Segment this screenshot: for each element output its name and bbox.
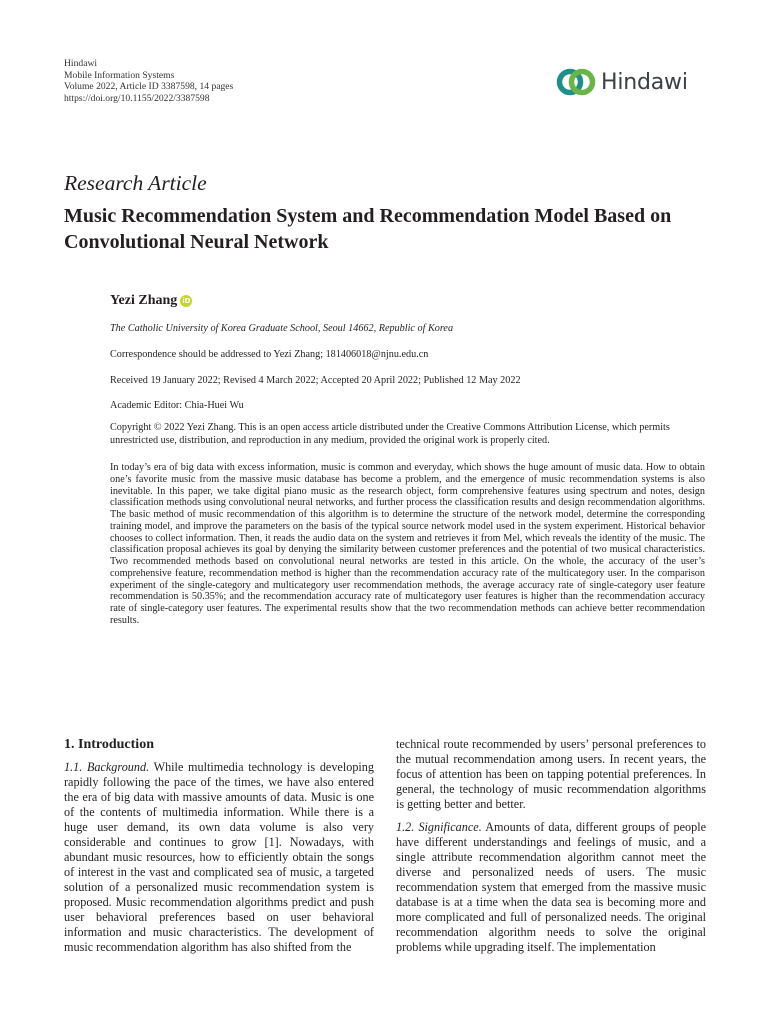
publication-dates: Received 19 January 2022; Revised 4 March 2022; Accepted 20 April 2022; Published 12 May 2022 [110, 375, 521, 386]
subsection-title: 1.1. Background. [64, 760, 150, 774]
paragraph-continuation: technical route recommended by users’ personal preferences to the mutual recommendation among users. In recent years, the focus of attention has been on tapping potential preferences. In general, the technology of music recommendation algorithms is getting better and better. [396, 737, 706, 811]
correspondence: Correspondence should be addressed to Yezi Zhang; 181406018@njnu.edu.cn [110, 349, 429, 360]
paragraph-text: While multimedia technology is developing rapidly following the pace of the times, we have also entered the era of big data with massive amounts of data. Music is one of the contents of multimedia information. While there is a huge user demand, its own data volume is also very considerable and continues to grow [1]. Nowadays, with abundant music resources, how to efficiently obtain the songs of interest in the vast and complicated sea of music, a targeted solution of a personalized music recommendation system is proposed. Music recommendation algorithms predict and push user behavioral preferences based on user behavioral information and music characteristics. The development of music recommendation algorithm has also shifted from the [64, 760, 374, 954]
journal-name: Mobile Information Systems [64, 69, 175, 81]
orcid-icon[interactable]: iD [182, 297, 191, 305]
right-column [396, 737, 706, 955]
journal-meta [64, 58, 233, 104]
article-type: Research Article [64, 171, 207, 195]
left-column [64, 736, 374, 955]
section-heading: 1. Introduction [64, 737, 154, 752]
affiliation: The Catholic University of Korea Graduate School, Seoul 14662, Republic of Korea [110, 323, 454, 334]
author [110, 293, 192, 309]
volume-info: Volume 2022, Article ID 3387598, 14 pages [64, 81, 234, 93]
copyright-notice: Copyright © 2022 Yezi Zhang. This is an open access article distributed under the Creative Commons Attribution License, which permits unrestricted use, distribution, and reproduction in any medium, provided the original work is properly cited. [110, 422, 670, 446]
author-name[interactable]: Yezi Zhang [110, 293, 178, 308]
abstract: In today’s era of big data with excess information, music is common and everyday, which shows the huge amount of music data. How to obtain one’s favorite music from the massive music database has become a problem, and the emergence of music recommendation systems is also inevitable. In this paper, we take digital piano music as the research object, form comprehensive features using spectrum and notes, design classification methods using convolutional neural networks, and further process the classification results and design recommendation algorithms. The basic method of music recommendation of this algorithm is to determine the structure of the network model, determine the corresponding training model, and improve the parameters on the basis of the typical source network model used in the system experiment. Historical behavior chooses to collect information. Then, it reads the audio data on the system and retrieves it from Mel, which reveals the identity of the music. The classification proposal achieves its goal by denying the similarity between customer preferences and the potential of two musical characteristics. Two recommended methods based on convolutional neural networks are tested in this article. On the whole, the accuracy of the user’s comprehensive feature, recommendation method is higher than the recommendation accuracy rate of the multicategory user. In the comparison experiment of the single-category and multicategory user recommendation methods, the average accuracy rate of single-category user feature recommendation is 50.35%; and the recommendation accuracy rate of multicategory user features is higher than the recommendation accuracy rate of single-category user features. The experimental results show that the two recommendation methods can achieve better recommendation results. [110, 462, 705, 626]
hindawi-logo-icon [556, 63, 596, 101]
logo-wordmark: Hindawi [601, 69, 688, 95]
publisher-name: Hindawi [64, 58, 98, 69]
paper-title: Music Recommendation System and Recommendation Model Based on Convolutional Neural Network [64, 205, 672, 253]
paragraph-text: Amounts of data, different groups of people have different understandings and feelings of music, and a single attribute recommendation algorithm cannot meet the diverse and personalized needs of users. The music recommendation system that emerged from the massive music database is at a time when the data sea is becoming more and more complicated and full of personalized needs. The original recommendation algorithm needs to solve the original problems while upgrading itself. The implementation [396, 820, 706, 954]
background-paragraph [64, 760, 374, 955]
academic-editor: Academic Editor: Chia-Huei Wu [110, 400, 244, 411]
hindawi-logo [556, 62, 708, 102]
subsection-title: 1.2. Significance. [396, 820, 482, 834]
significance-paragraph [396, 820, 706, 955]
doi-link[interactable]: https://doi.org/10.1155/2022/3387598 [64, 92, 210, 104]
